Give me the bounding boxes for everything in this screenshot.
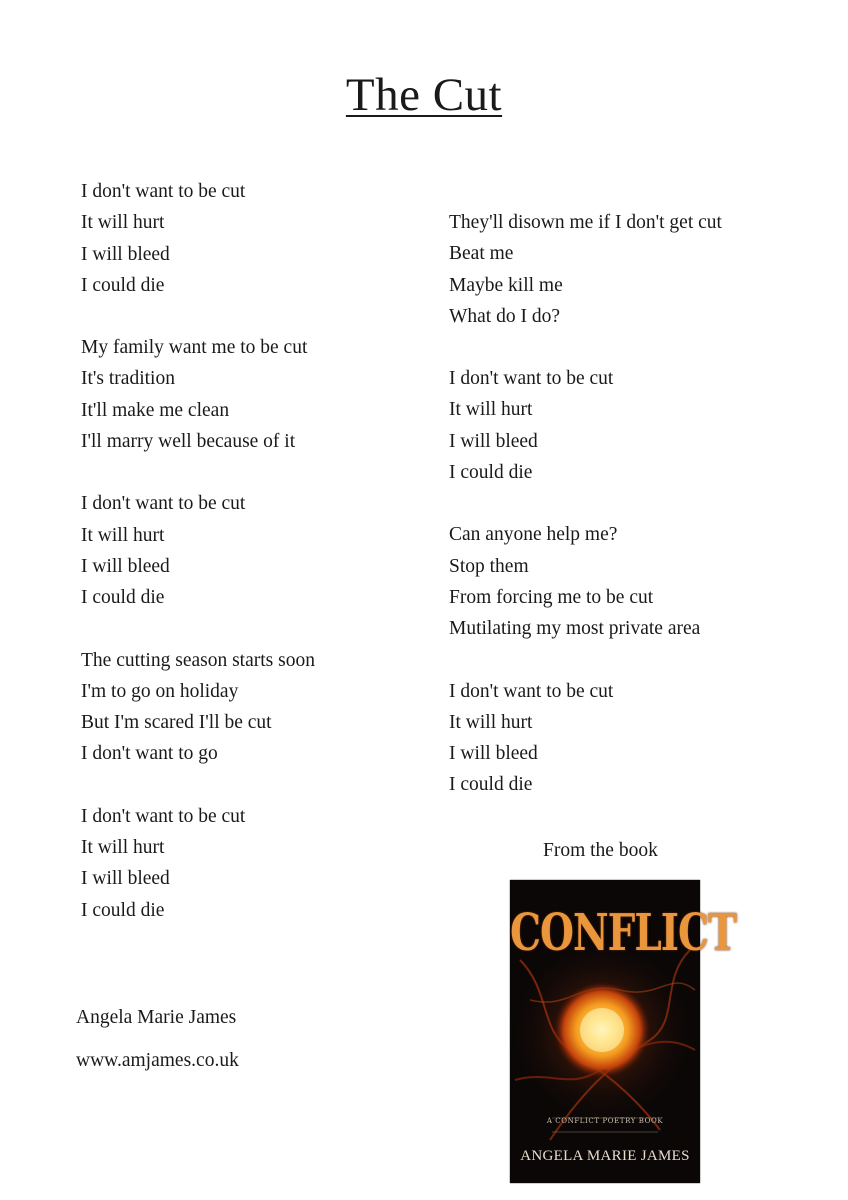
poem-line: I don't want to be cut	[81, 181, 246, 202]
poem-line: Can anyone help me?	[449, 524, 618, 546]
poem-line: I don't want to be cut	[81, 805, 246, 827]
poem-line: It will hurt	[81, 837, 165, 859]
stanza	[449, 363, 722, 488]
poem-line: It will hurt	[449, 399, 533, 421]
poem-line: I could die	[449, 774, 533, 796]
poem-line: It's tradition	[81, 368, 175, 390]
poem-line: What do I do?	[449, 305, 561, 327]
stanza	[449, 519, 722, 644]
poem-line: I don't want to go	[81, 743, 218, 765]
poem-line: Mutilating my most private area	[449, 618, 701, 640]
poem-line: But I'm scared I'll be cut	[81, 712, 272, 734]
poem-line: I'm to go on holiday	[81, 680, 239, 702]
author-website: www.amjames.co.uk	[76, 1050, 239, 1071]
poem-line: I will bleed	[81, 243, 170, 265]
stanza	[449, 676, 722, 801]
poem-line: My family want me to be cut	[81, 337, 308, 359]
stanza	[81, 332, 315, 457]
poem-line: I will bleed	[449, 430, 538, 452]
stanza	[81, 801, 315, 926]
stanza	[81, 488, 315, 613]
poem-line: I could die	[449, 462, 533, 484]
poem-left-column	[81, 176, 315, 957]
poem-line: I don't want to be cut	[449, 680, 614, 702]
author-name: Angela Marie James	[76, 1007, 237, 1028]
cover-title: CONFLICT	[510, 903, 737, 963]
poem-line: I could die	[81, 274, 165, 296]
poem-line: I will bleed	[81, 868, 170, 890]
poem-line: It will hurt	[81, 524, 165, 546]
page-title: The Cut	[345, 69, 503, 121]
poem-line: It'll make me clean	[81, 399, 230, 421]
poem-line: It will hurt	[81, 212, 165, 234]
poem-line: Maybe kill me	[449, 274, 563, 296]
cover-author: ANGELA MARIE JAMES	[520, 1148, 690, 1164]
poem-line: They'll disown me if I don't get cut	[449, 212, 722, 233]
poem-line: I could die	[81, 587, 165, 609]
poem-line: Beat me	[449, 243, 514, 265]
poem-right-column	[449, 207, 722, 832]
poem-line: I will bleed	[449, 743, 538, 765]
poem-line: I don't want to be cut	[81, 493, 246, 515]
stanza	[81, 176, 315, 301]
poem-line: The cutting season starts soon	[81, 649, 315, 671]
stanza	[81, 645, 315, 770]
poem-line: I will bleed	[81, 555, 170, 577]
poem-line: From forcing me to be cut	[449, 586, 654, 608]
poem-line: It will hurt	[449, 711, 533, 733]
poem-line: I could die	[81, 899, 165, 921]
cover-subtitle: A CONFLICT POETRY BOOK	[546, 1117, 664, 1125]
poem-line: I'll marry well because of it	[81, 431, 296, 453]
from-the-book-label: From the book	[543, 840, 658, 861]
poem-line: I don't want to be cut	[449, 368, 614, 390]
poem-line: Stop them	[449, 555, 529, 577]
stanza	[449, 207, 722, 332]
book-cover-image	[510, 880, 737, 1183]
